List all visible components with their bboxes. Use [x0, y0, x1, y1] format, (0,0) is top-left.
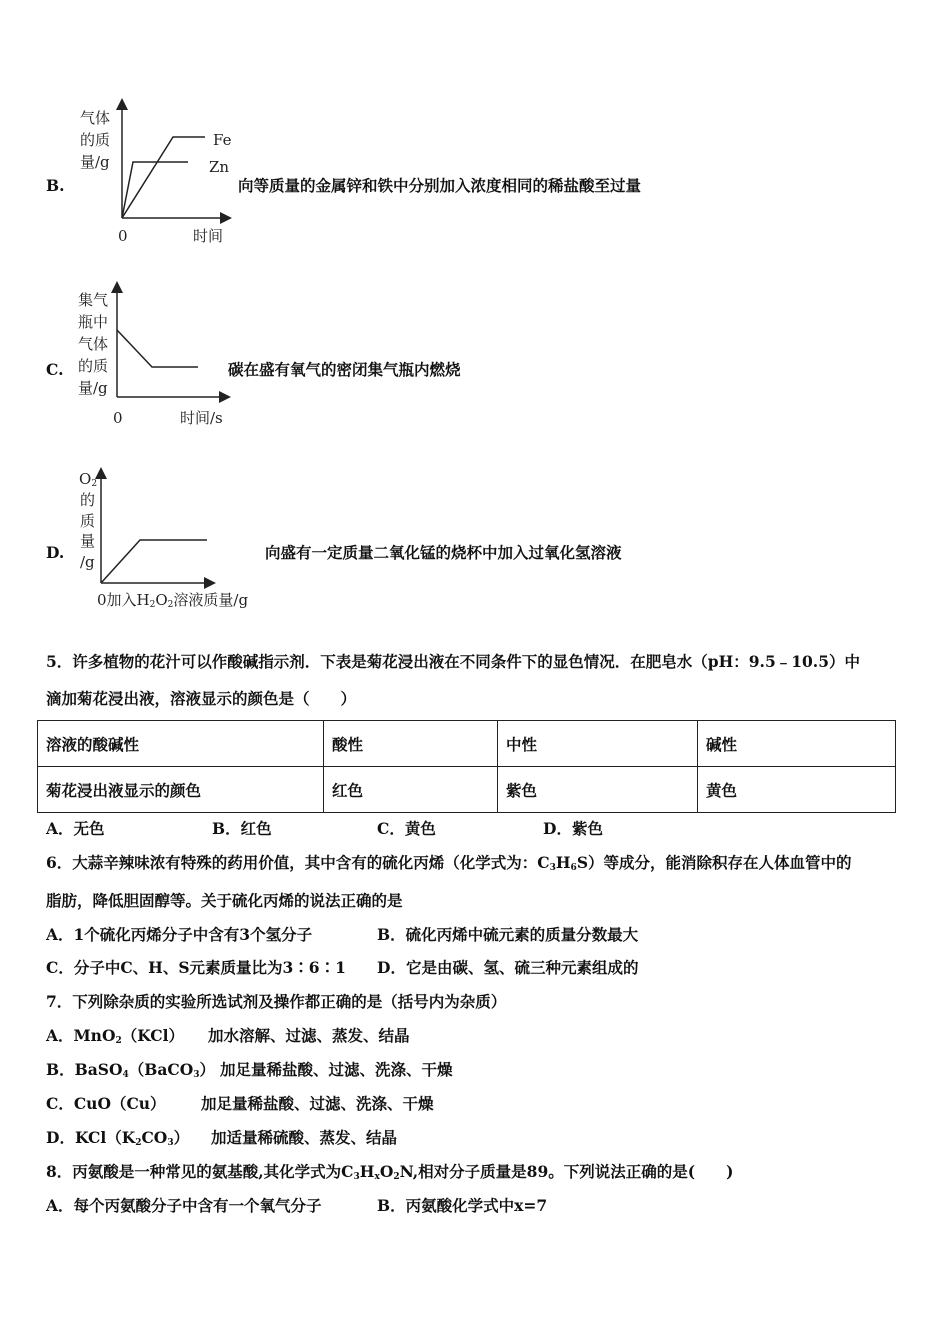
subscript: 3	[549, 863, 556, 873]
subscript: 6	[570, 863, 577, 873]
q5-stem-line2: 滴加菊花浸出液，溶液显示的颜色是（ ）	[46, 689, 357, 708]
q6-option-c: C．分子中C、H、S元素质量比为3∶6∶1	[46, 958, 346, 977]
graph-c-origin: 0	[113, 409, 123, 427]
text-part: B．BaSO	[46, 1060, 123, 1079]
q5-option-c: C．黄色	[377, 819, 436, 838]
graph-b-ylabel: 量/g	[80, 153, 110, 171]
graph-c-ylabel: 量/g	[78, 379, 108, 397]
text-part: A．MnO	[46, 1026, 116, 1045]
q5-option-d: D．紫色	[543, 819, 603, 838]
q7-option-b	[46, 1060, 215, 1085]
q6-option-a: A．1个硫化丙烯分子中含有3个氢分子	[46, 925, 313, 944]
graph-d-ylabel: /g	[80, 553, 95, 571]
xlabel-part: 0加入H	[97, 591, 150, 609]
text-part: H	[359, 1162, 375, 1181]
text-part: 8．丙氨酸是一种常见的氨基酸,其化学式为C	[46, 1162, 354, 1181]
table-cell: 酸性	[324, 721, 498, 767]
subscript: 3	[353, 1172, 360, 1182]
q7-option-b-op: 加足量稀盐酸、过滤、洗涤、干燥	[220, 1060, 453, 1079]
xlabel-part: O	[155, 591, 168, 609]
q7-option-d	[46, 1128, 189, 1153]
graph-d-ylabel: 量	[80, 532, 96, 550]
q8-option-a: A．每个丙氨酸分子中含有一个氧气分子	[46, 1196, 322, 1215]
graph-b-origin: 0	[118, 227, 128, 245]
text-part: （BaCO	[128, 1060, 194, 1079]
table-cell: 黄色	[698, 767, 896, 813]
text-part: D．KCl（K	[46, 1128, 136, 1147]
q8-stem	[46, 1162, 733, 1187]
text-part: CO	[141, 1128, 168, 1147]
table-row	[38, 721, 896, 767]
q7-option-c-op: 加足量稀盐酸、过滤、洗涤、干燥	[201, 1094, 434, 1113]
subscript: 2	[393, 1172, 400, 1182]
table-cell: 溶液的酸碱性	[38, 721, 324, 767]
table-cell: 中性	[498, 721, 698, 767]
subscript: x	[374, 1172, 380, 1182]
q6-stem-line1	[46, 853, 852, 878]
graph-c-line	[117, 330, 198, 367]
graph-d-ylabel-o: O	[79, 470, 92, 488]
table-cell: 紫色	[498, 767, 698, 813]
graph-b-fe-label: Fe	[213, 131, 232, 149]
text-part: H	[555, 853, 571, 872]
q6-option-d: D．它是由碳、氢、硫三种元素组成的	[377, 958, 639, 977]
xlabel-sub: 2	[167, 600, 174, 610]
graph-d-ylabel-sub: 2	[91, 479, 98, 489]
text-part: 6．大蒜辛辣味浓有特殊的药用价值，其中含有的硫化丙烯（化学式为：C	[46, 853, 550, 872]
q5-stem-line1: 5．许多植物的花汁可以作酸碱指示剂．下表是菊花浸出液在不同条件下的显色情况．在肥皂水（pH：9.5﹣10.5）中	[46, 652, 860, 671]
graph-c-ylabel: 气体	[78, 335, 109, 353]
q8-option-b: B．丙氨酸化学式中x=7	[377, 1196, 548, 1215]
graph-b-xlabel: 时间	[193, 227, 224, 245]
graph-c-ylabel: 集气	[78, 291, 109, 309]
subscript: 3	[167, 1138, 174, 1148]
graph-c-ylabel: 瓶中	[78, 313, 109, 331]
table-row	[38, 767, 896, 813]
option-d-letter: D.	[46, 543, 65, 562]
graph-b-zn-label: Zn	[209, 158, 230, 176]
text-part: S）等成分，能消除积存在人体血管中的	[576, 853, 852, 872]
option-c-letter: C.	[46, 360, 64, 379]
graph-d	[101, 473, 210, 583]
subscript: 2	[115, 1036, 122, 1046]
graph-c-xlabel: 时间/s	[180, 409, 223, 427]
option-c-desc: 碳在盛有氧气的密闭集气瓶内燃烧	[228, 360, 461, 379]
subscript: 2	[135, 1138, 142, 1148]
option-b-letter: B.	[46, 176, 65, 195]
q7-option-d-op: 加适量稀硫酸、蒸发、结晶	[211, 1128, 398, 1147]
q6-option-b: B．硫化丙烯中硫元素的质量分数最大	[377, 925, 639, 944]
graph-c	[117, 287, 225, 397]
graph-b-fe-line	[122, 137, 205, 218]
xlabel-part: 溶液质量/g	[173, 591, 249, 609]
text-part: ）	[199, 1060, 215, 1079]
option-d-desc: 向盛有一定质量二氧化锰的烧杯中加入过氧化氢溶液	[265, 543, 622, 562]
q5-option-a: A．无色	[46, 819, 105, 838]
q7-option-a	[46, 1026, 184, 1051]
q7-stem: 7．下列除杂质的实验所选试剂及操作都正确的是（括号内为杂质）	[46, 992, 507, 1011]
text-part: ）	[173, 1128, 190, 1147]
q5-table	[37, 720, 896, 813]
graph-d-line	[101, 540, 207, 583]
graph-b-ylabel: 的质	[80, 131, 111, 149]
graph-d-ylabel: 质	[80, 512, 96, 530]
text-part: O	[379, 1162, 394, 1181]
option-b-desc: 向等质量的金属锌和铁中分别加入浓度相同的稀盐酸至过量	[238, 176, 642, 195]
text-part: （KCl）	[121, 1026, 185, 1045]
graph-b-ylabel: 气体	[80, 109, 111, 127]
graph-b-zn-line	[122, 162, 188, 218]
xlabel-sub: 2	[149, 600, 156, 610]
table-cell: 碱性	[698, 721, 896, 767]
q7-option-c: C．CuO（Cu）	[46, 1094, 166, 1113]
graph-c-ylabel: 的质	[78, 357, 109, 375]
table-cell: 红色	[324, 767, 498, 813]
q6-stem-line2: 脂肪，降低胆固醇等。关于硫化丙烯的说法正确的是	[46, 891, 403, 910]
text-part: N,相对分子质量是89。下列说法正确的是( )	[399, 1162, 734, 1181]
q7-option-a-op: 加水溶解、过滤、蒸发、结晶	[208, 1026, 410, 1045]
graph-d-ylabel: 的	[80, 491, 96, 509]
q5-option-b: B．红色	[212, 819, 272, 838]
subscript: 4	[122, 1070, 129, 1080]
graph-d-xlabel	[97, 590, 248, 615]
subscript: 3	[193, 1070, 200, 1080]
table-cell: 菊花浸出液显示的颜色	[38, 767, 324, 813]
